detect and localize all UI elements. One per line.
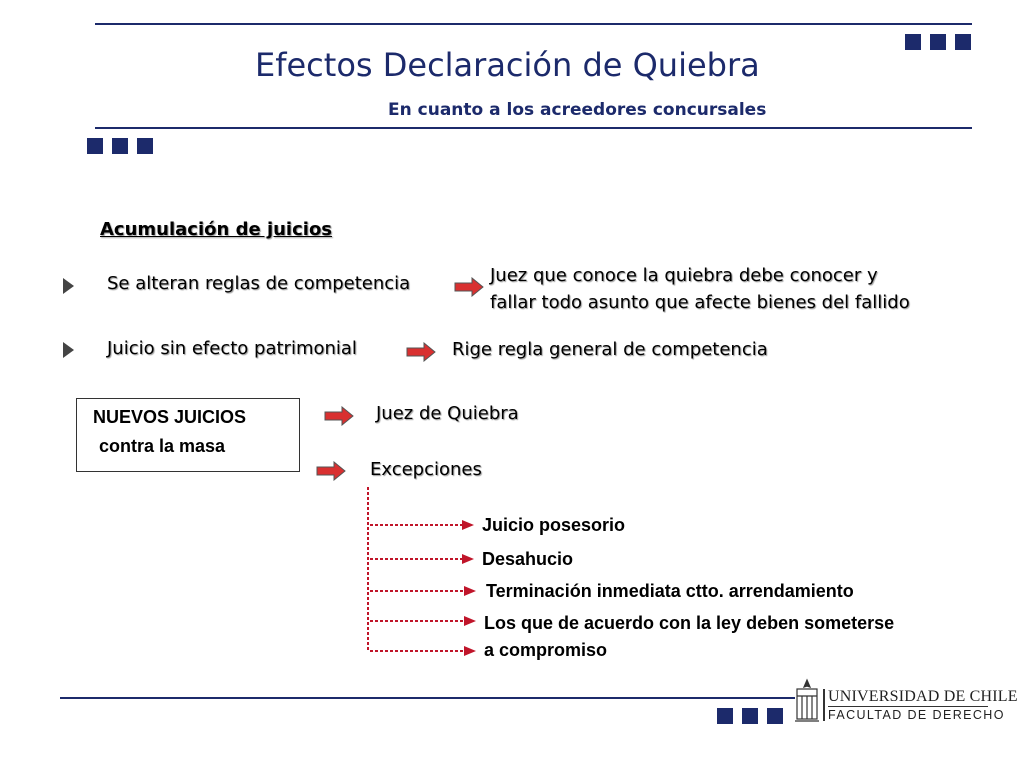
item-result-line: Juez que conoce la quiebra debe conocer y xyxy=(490,265,878,286)
exception-item: Terminación inmediata ctto. arrendamiento xyxy=(486,581,854,601)
judge-label: Juez de Quiebra xyxy=(376,403,519,424)
item-label: Se alteran reglas de competencia xyxy=(107,273,411,294)
footer-text-rule xyxy=(828,706,988,707)
footer-university: UNIVERSIDAD DE CHILE xyxy=(828,688,1018,705)
exceptions-label: Excepciones xyxy=(370,459,482,480)
header-square xyxy=(87,138,103,154)
right-arrow-icon xyxy=(454,277,484,297)
footer-square xyxy=(717,708,733,724)
section-heading: Acumulación de juicios xyxy=(100,219,333,240)
exception-item: a compromiso xyxy=(484,640,608,660)
header-square xyxy=(137,138,153,154)
header-bottom-rule xyxy=(95,127,972,129)
item-result-line: fallar todo asunto que afecte bienes del fallido xyxy=(490,292,910,313)
item-label: Juicio sin efecto patrimonial xyxy=(107,338,357,359)
footer-divider xyxy=(823,689,825,721)
page-subtitle: En cuanto a los acreedores concursales xyxy=(388,100,767,120)
exception-item: Los que de acuerdo con la ley deben someterse xyxy=(484,613,895,633)
footer-square xyxy=(742,708,758,724)
footer-faculty: FACULTAD DE DERECHO xyxy=(828,708,1005,722)
header-square xyxy=(955,34,971,50)
header-square xyxy=(905,34,921,50)
university-seal-icon xyxy=(794,678,820,724)
header-square xyxy=(930,34,946,50)
exceptions-connector xyxy=(360,485,490,660)
header-square xyxy=(112,138,128,154)
right-arrow-icon xyxy=(406,342,436,362)
header-top-rule xyxy=(95,23,972,25)
exception-item: Desahucio xyxy=(482,549,574,569)
bullet-arrow-icon xyxy=(63,278,74,294)
footer-rule xyxy=(60,697,795,699)
right-arrow-icon xyxy=(324,406,354,426)
bullet-arrow-icon xyxy=(63,342,74,358)
item-result-line: Rige regla general de competencia xyxy=(452,339,768,360)
right-arrow-icon xyxy=(316,461,346,481)
footer-square xyxy=(767,708,783,724)
page-title: Efectos Declaración de Quiebra xyxy=(255,46,760,84)
box-line: contra la masa xyxy=(99,436,226,456)
nuevos-juicios-box xyxy=(76,398,300,472)
exception-item: Juicio posesorio xyxy=(482,515,626,535)
box-line: NUEVOS JUICIOS xyxy=(93,407,247,427)
